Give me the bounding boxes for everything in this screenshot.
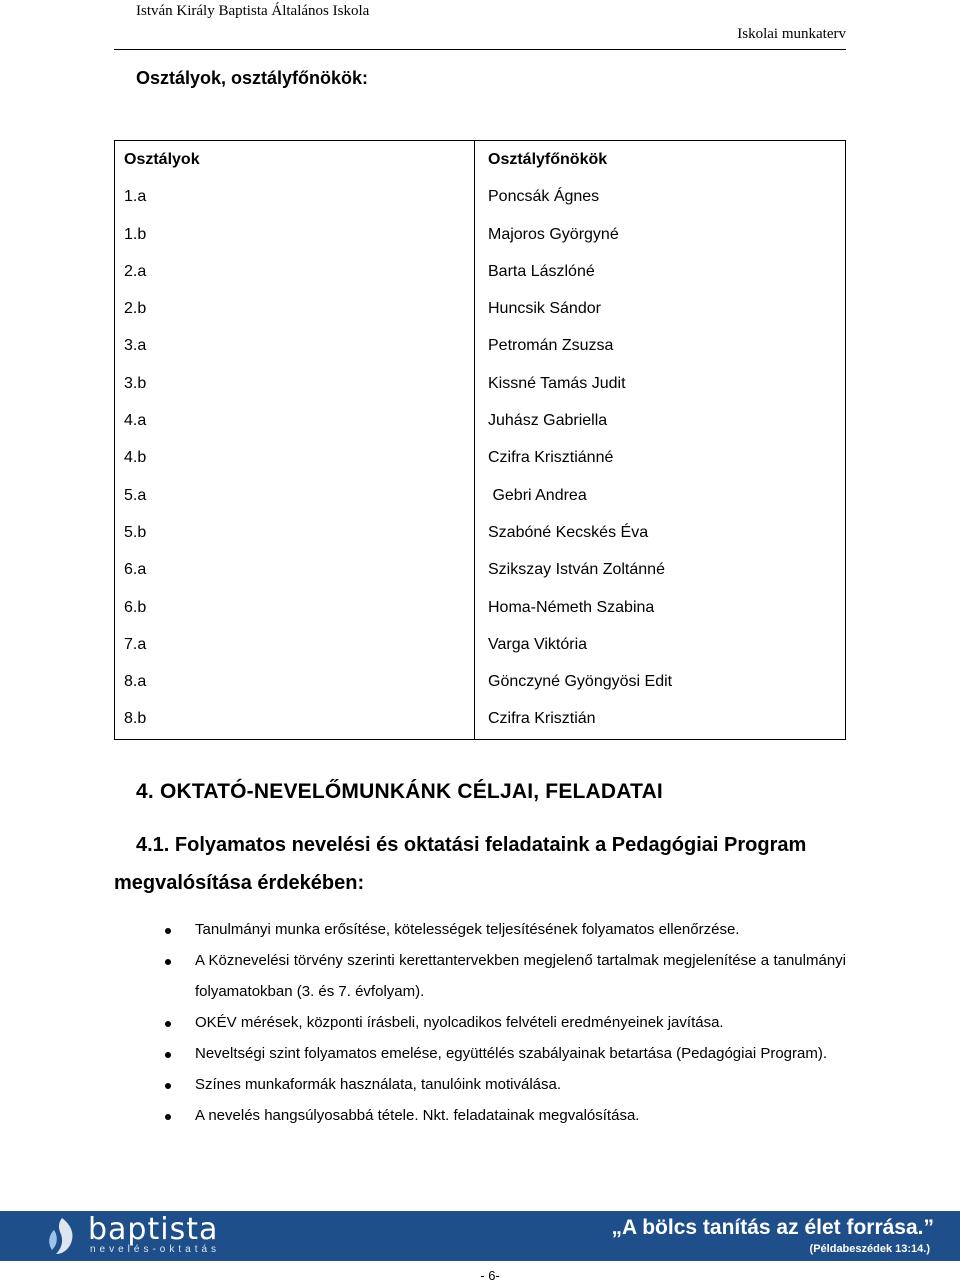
footer-brand-subtitle: nevelés-oktatás [90,1244,221,1255]
table-cell-teacher: Barta Lászlóné [488,262,595,280]
table-cell-teacher: Poncsák Ágnes [488,188,600,206]
list-item [165,1038,846,1069]
table-cell-teacher: Szikszay István Zoltánné [488,561,665,579]
table-cell-class: 5.a [124,486,147,504]
table-cell-teacher: Czifra Krisztiánné [488,449,614,467]
footer-quote: „A bölcs tanítás az élet forrása.” [611,1216,934,1239]
footer-quote-reference: (Példabeszédek 13:14.) [809,1243,930,1255]
table-cell-teacher: Petromán Zsuzsa [488,337,614,355]
header-document-name: Iskolai munkaterv [737,26,846,42]
bullet-dot-icon [165,1052,171,1058]
list-item-text: Neveltségi szint folyamatos emelése, együttélés szabályainak betartása (Pedagógiai Program). [195,1045,827,1062]
bullet-dot-icon [165,1083,171,1089]
table-cell-teacher: Majoros Györgyné [488,225,619,243]
table-cell-class: 1.a [124,188,147,206]
classes-column [115,141,475,740]
list-item-text: OKÉV mérések, központi írásbeli, nyolcadikos felvételi eredményeinek javítása. [195,1014,724,1031]
list-item [165,945,846,1007]
table-cell-class: 5.b [124,523,147,541]
list-item [165,914,846,945]
bullet-dot-icon [165,928,171,934]
table-cell-teacher: Gönczyné Gyöngyösi Edit [488,673,673,691]
table-cell-class: 1.b [124,225,147,243]
table-cell-teacher: Szabóné Kecskés Éva [488,523,649,541]
table-cell-class: 4.a [124,412,147,430]
list-item [165,1007,846,1038]
table-cell-teacher: Huncsik Sándor [488,300,601,318]
list-item [165,1069,846,1100]
list-item-text: Tanulmányi munka erősítése, kötelességek teljesítésének folyamatos ellenőrzése. [195,921,740,938]
table-cell-class: 3.a [124,337,147,355]
section-title: Osztályok, osztályfőnökök: [136,68,369,88]
table-cell-class: 3.b [124,374,147,392]
table-cell-class: 7.a [124,635,147,653]
table-cell-class: 8.b [124,710,147,728]
chapter-title: 4. OKTATÓ-NEVELŐMUNKÁNK CÉLJAI, FELADATAI [136,780,663,803]
teachers-column [475,141,846,740]
list-item-text: A nevelés hangsúlyosabbá tétele. Nkt. feladatainak megvalósítása. [195,1107,640,1124]
column-header-classes: Osztályok [124,151,200,168]
table-cell-teacher: Kissné Tamás Judit [488,374,626,392]
page-header [114,0,846,50]
subchapter-title: 4.1. Folyamatos nevelési és oktatási feladataink a Pedagógiai Program megvalósítása érdekében: [114,834,807,894]
table-cell-teacher: Varga Viktória [488,635,588,653]
table-cell-teacher: Homa-Németh Szabina [488,598,655,616]
list-item-text: A Köznevelési törvény szerinti kerettantervekben megjelenő tartalmak megjelenítése a tanulmányi folyamatokban (3. és 7. évfolyam). [195,952,846,1000]
table-cell-class: 8.a [124,673,147,691]
table-cell-class: 6.b [124,598,147,616]
table-cell-class: 4.b [124,449,147,467]
bullet-dot-icon [165,1021,171,1027]
header-school-name: István Király Baptista Általános Iskola [136,3,370,19]
list-item-text: Színes munkaformák használata, tanulóink motiválása. [195,1076,562,1093]
table-row [115,141,846,740]
baptista-logo-icon [44,1216,80,1256]
page-number: - 6- [480,1268,500,1283]
table-cell-teacher: Czifra Krisztián [488,710,596,728]
table-cell-class: 6.a [124,561,147,579]
table-cell-class: 2.b [124,300,147,318]
table-cell-teacher: Juhász Gabriella [488,412,608,430]
task-bullet-list [165,914,846,1131]
list-item [165,1100,846,1131]
class-teacher-table [114,140,846,740]
footer-brand: baptista [88,1212,219,1247]
bullet-dot-icon [165,1114,171,1120]
table-cell-class: 2.a [124,262,147,280]
bullet-dot-icon [165,959,171,965]
table-cell-teacher: Gebri Andrea [488,486,587,504]
column-header-teachers: Osztályfőnökök [488,151,608,168]
